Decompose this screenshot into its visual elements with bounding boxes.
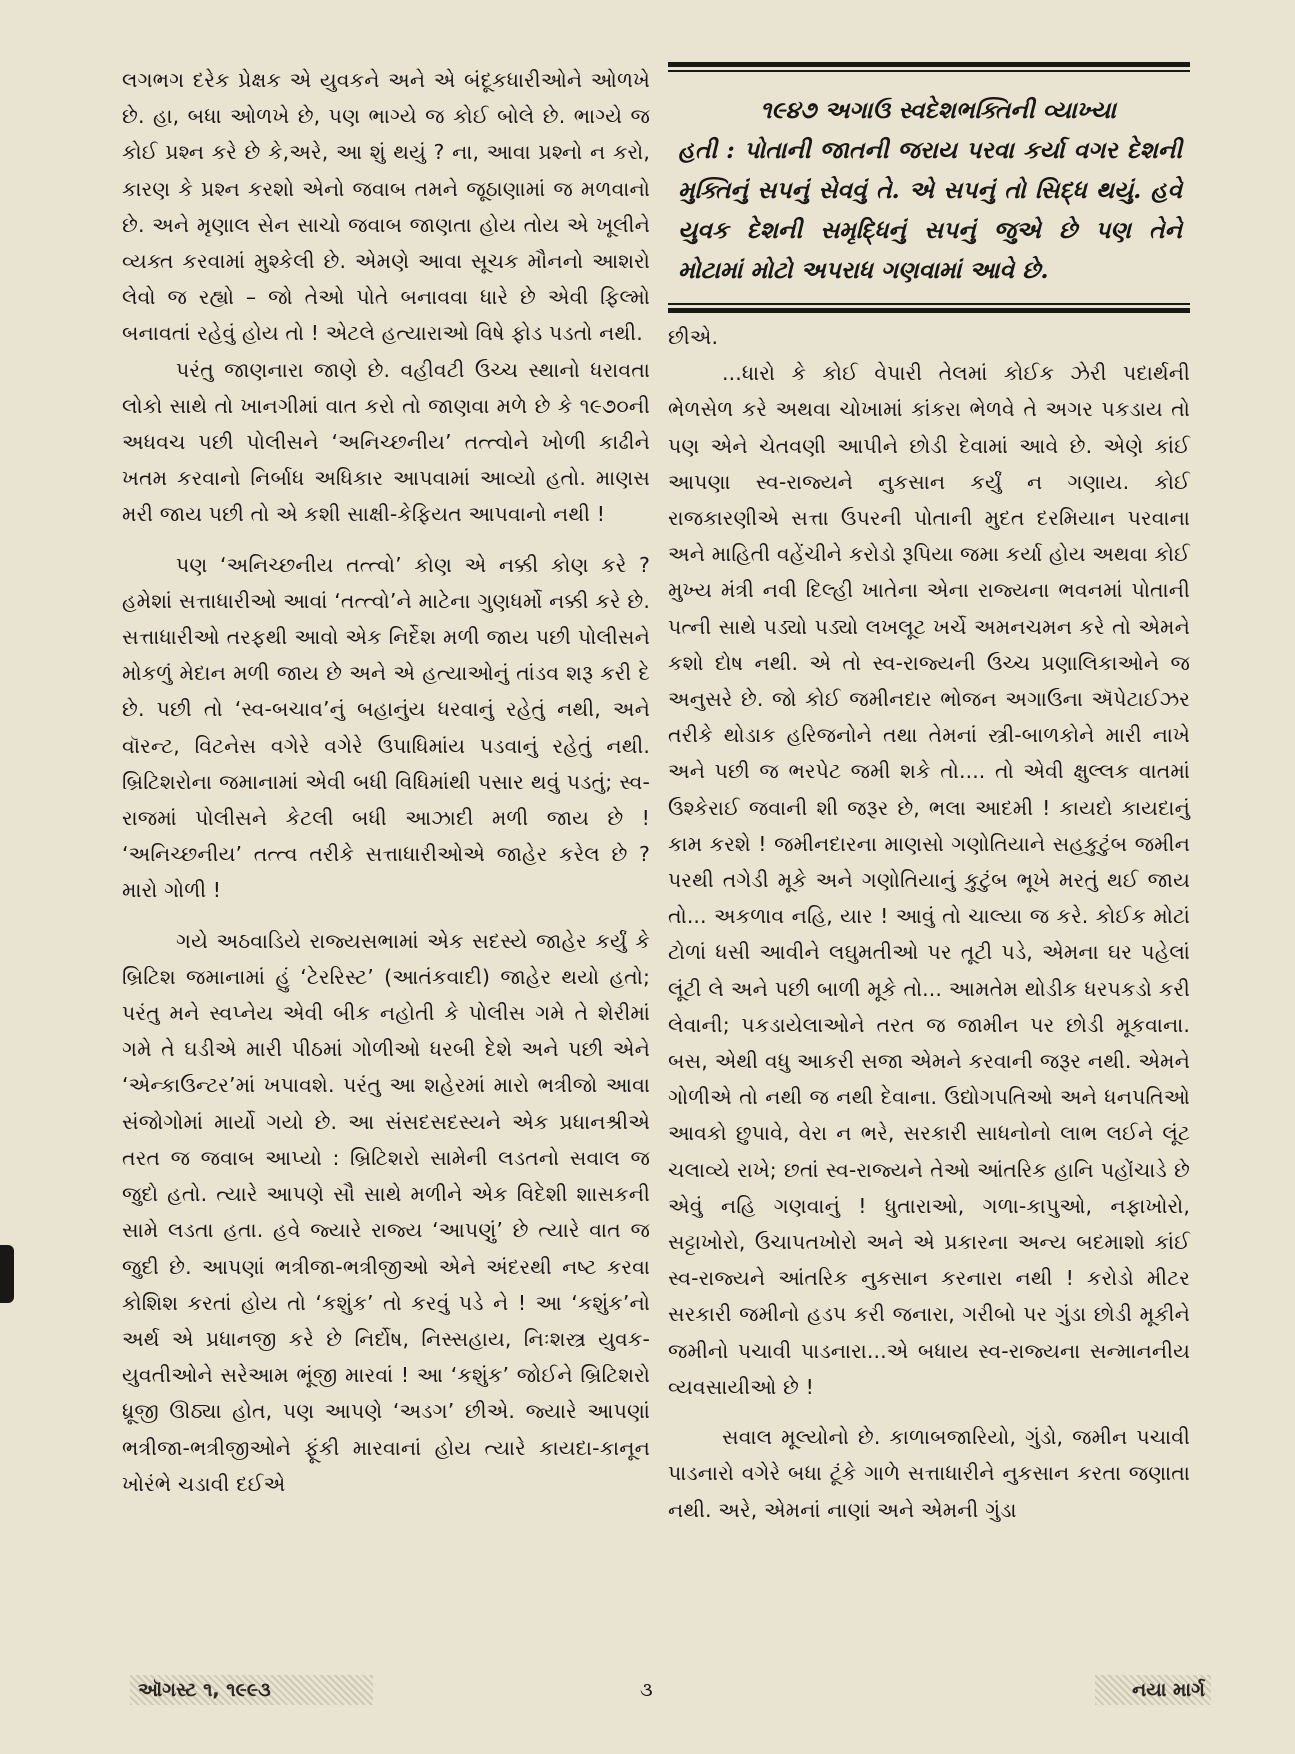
paragraph: છીએ. — [668, 325, 719, 349]
paragraph: ગયે અઠવાડિયે રાજ્યસભામાં એક સદસ્યે જાહેર કર્યું કે બ્રિટિશ જમાનામાં હું ‘ટેરરિસ્ટ’ (આતંકવાદી) જાહેર થયો હતો; પરંતુ મને સ્વપ્નેય એવી બીક નહોતી કે પોલીસ ગમે તે શેરીમાં ગમે તે ઘડીએ મારી પીઠમાં ગોળીઓ ધરબી દેશે અને પછી એને ‘એન્કાઉન્ટર’માં ખપાવશે. પરંતુ આ શહેરમાં મારો ભત્રીજો આવા સંજોગોમાં માર્યો ગયો છે. આ સંસદસદસ્યને એક પ્રધાનશ્રીએ તરત જ જવાબ આપ્યો : બ્રિટિશરો સામેની લડતનો સવાલ જ જુદો હતો. ત્યારે આપણે સૌ સાથે મળીને એક વિદેશી શાસકની સામે લડતા હતા. હવે જ્યારે રાજ્ય ‘આપણું’ છે ત્યારે વાત જ જુદી છે. આપણાં ભત્રીજા-ભત્રીજીઓ એને અંદરથી નષ્ટ કરવા કોશિશ કરતાં હોય તો ‘કશુંક’ તો કરવું પડે ને ! આ ‘કશુંક’નો અર્થ એ પ્રધાનજી કરે છે નિર્દોષ, નિસ્સહાય, નિઃશસ્ત્ર યુવક-યુવતીઓને સરેઆમ ભૂંજી મારવાં ! આ ‘કશુંક’ જોઈને બ્રિટિશરો ધ્રૂજી ઊઠ્યા હોત, પણ આપણે ‘અડગ’ છીએ. જ્યારે આપણાં ભત્રીજા-ભત્રીજીઓને ફૂંકી મારવાનાં હોય ત્યારે કાયદા-કાનૂન ખોરંભે ચડાવી દઈએ — [122, 928, 650, 1496]
rule-bottom — [668, 308, 1190, 313]
footer-date: ઑગસ્ટ ૧, ૧૯૯૩ — [130, 1675, 373, 1705]
page-number: ૩ — [640, 1679, 653, 1701]
pull-quote-body: હતી : પોતાની જાતની જરાય પરવા કર્યા વગર દેશની મુક્તિનું સપનું સેવવું તે. એ સપનું તો સિદ્ધ થયું. હવે યુવક દેશની સમૃદ્ધિનું સપનું જુએ છે પણ તેને મોટામાં મોટો અપરાધ ગણવામાં આવે છે. — [678, 136, 1182, 284]
right-column — [668, 62, 1190, 1528]
footer-magazine-name: નયા માર્ગ — [1095, 1675, 1211, 1705]
paragraph: ...ધારો કે કોઈ વેપારી તેલમાં કોઈક ઝેરી પદાર્થની ભેળસેળ કરે અથવા ચોખામાં કાંકરા ભેળવે તે અગર પકડાય તો પણ એને ચેતવણી આપીને છોડી દેવામાં આવે છે. એણે કાંઈ આપણા સ્વ-રાજ્યને નુકસાન કર્યું ન ગણાય. કોઈ રાજકારણીએ સત્તા ઉપરની પોતાની મુદત દરમિયાન પરવાના અને માહિતી વહેંચીને કરોડો રૂપિયા જમા કર્યા હોય અથવા કોઈ મુખ્ય મંત્રી નવી દિલ્હી ખાતેના એના રાજ્યના ભવનમાં પોતાની પત્ની સાથે પડ્યો પડ્યો લખલૂટ ખર્ચે અમનચમન કરે તો એમને કશો દોષ નથી. એ તો સ્વ-રાજ્યની ઉચ્ચ પ્રણાલિકાઓને જ અનુસરે છે. જો કોઈ જમીનદાર ભોજન અગાઉના ઍપેટાઈઝર તરીકે થોડાક હરિજનોને તથા તેમનાં સ્ત્રી-બાળકોને મારી નાખે અને પછી જ ભરપેટ જમી શકે તો.... તો એવી ક્ષુલ્લક વાતમાં ઉશ્કેરાઈ જવાની શી જરૂર છે, ભલા આદમી ! કાયદો કાયદાનું કામ કરશે ! જમીનદારના માણસો ગણોતિયાને સહકુટુંબ જમીન પરથી તગેડી મૂકે અને ગણોતિયાનું કુટુંબ ભૂખે મરતું થઈ જાય તો... અકળાવ નહિ, યાર ! આવું તો ચાલ્યા જ કરે. કોઈક મોટાં ટોળાં ધસી આવીને લઘુમતીઓ પર તૂટી પડે, એમના ઘર પહેલાં લૂંટી લે અને પછી બાળી મૂકે તો... આમતેમ થોડીક ધરપકડો કરી લેવાની; પકડાયેલાઓને તરત જ જામીન પર છોડી મૂકવાના. બસ, એથી વધુ આકરી સજા એમને કરવાની જરૂર નથી. એમને ગોળીએ તો નથી જ નથી દેવાના. ઉદ્યોગપતિઓ અને ધનપતિઓ આવકો છુપાવે, વેરા ન ભરે, સરકારી સાધનોનો લાભ લઈને લૂંટ ચલાવ્યે રાખે; છતાં સ્વ-રાજ્યને તેઓ આંતરિક હાનિ પહોંચાડે છે એવું નહિ ગણવાનું ! ધુતારાઓ, ગળા-કાપુઓ, નફાખોરો, સટ્ટાખોરો, ઉચાપતખોરો અને એ પ્રકારના અન્ય બદમાશો કાંઈ સ્વ-રાજ્યને આંતરિક નુકસાન કરનારા નથી ! કરોડો મીટર સરકારી જમીનો હડપ કરી જનારા, ગરીબો પર ગુંડા છોડી મૂકીને જમીનો પચાવી પાડનારા...એ બધાય સ્વ-રાજ્યના સન્માનનીય વ્યવસાયીઓ છે ! — [668, 361, 1190, 1399]
paragraph: સવાલ મૂલ્યોનો છે. કાળાબજારિયો, ગુંડો, જમીન પચાવી પાડનારો વગેરે બધા ટૂંકે ગાળે સત્તાધારીને નુકસાન કરતા જણાતા નથી. અરે, એમનાં નાણાં અને એમની ગુંડા — [668, 1425, 1190, 1522]
paragraph: લગભગ દરેક પ્રેક્ષક એ યુવકને અને એ બંદૂકધારીઓને ઓળખે છે. હા, બધા ઓળખે છે, પણ ભાગ્યે જ કોઈ બોલે છે. ભાગ્યે જ કોઈ પ્રશ્ન કરે છે કે,અરે, આ શું થયું ? ના, આવા પ્રશ્નો ન કરો, કારણ કે પ્રશ્ન કરશો એનો જવાબ તમને જૂઠાણામાં જ મળવાનો છે. અને મૃણાલ સેન સાચો જવાબ જાણતા હોય તોય એ ખૂલીને વ્યક્ત કરવામાં મુશ્કેલી છે. એમણે આવા સૂચક મૌનનો આશરો લેવો જ રહ્યો – જો તેઓ પોતે બનાવવા ધારે છે એવી ફિલ્મો બનાવતાં રહેવું હોય તો ! એટલે હત્યારાઓ વિષે ફોડ પડતો નથી. — [122, 68, 650, 346]
pull-quote-text — [668, 72, 1190, 300]
paragraph: પરંતુ જાણનારા જાણે છે. વહીવટી ઉચ્ચ સ્થાનો ધરાવતા લોકો સાથે તો ખાનગીમાં વાત કરો તો જાણવા મળે છે કે ૧૯૭૦ની અધવચ પછી પોલીસને ‘અનિચ્છનીય’ તત્ત્વોને ખોળી કાઢીને ખતમ કરવાનો નિર્બાધ અધિકાર આપવામાં આવ્યો હતો. માણસ મરી જાય પછી તો એ કશી સાક્ષી-કેફિયત આપવાનો નથી ! — [122, 357, 650, 527]
rule-top — [668, 62, 1190, 67]
left-column — [122, 62, 650, 1502]
pull-quote — [668, 62, 1190, 313]
rule-bottom-thin — [668, 303, 1190, 305]
binding-mark — [0, 1245, 14, 1303]
paragraph: પણ ‘અનિચ્છનીય તત્ત્વો’ કોણ એ નક્કી કોણ કરે ? હમેશાં સત્તાધારીઓ આવાં ‘તત્ત્વો’ને માટેના ગુણધર્મો નક્કી કરે છે. સત્તાધારીઓ તરફથી આવો એક નિર્દેશ મળી જાય પછી પોલીસને મોકળું મેદાન મળી જાય છે અને એ હત્યાઓનું તાંડવ શરૂ કરી દે છે. પછી તો ‘સ્વ-બચાવ’નું બહાનુંય ધરવાનું રહેતું નથી, અને વૉરન્ટ, વિટનેસ વગેરે વગેરે ઉપાધિમાંય પડવાનું રહેતું નથી. બ્રિટિશરોના જમાનામાં એવી બધી વિધિમાંથી પસાર થવું પડતું; સ્વ-રાજમાં પોલીસને કેટલી બધી આઝાદી મળી જાય છે ! ‘અનિચ્છનીય’ તત્ત્વ તરીકે સત્તાધારીઓએ જાહેર કરેલ છે ? મારો ગોળી ! — [122, 552, 650, 903]
pull-quote-lead: ૧૯૪૭ અગાઉ સ્વદેશભક્તિની વ્યાખ્યા — [760, 96, 1116, 124]
